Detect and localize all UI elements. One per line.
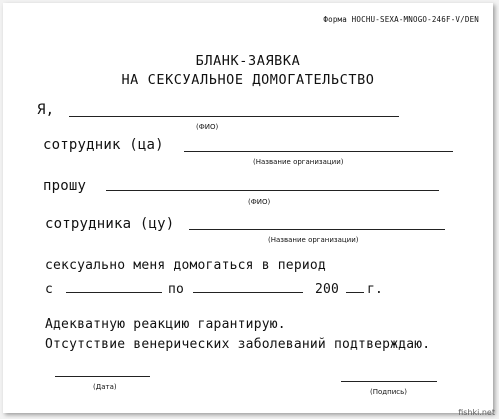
employee-label: сотрудник (ца) bbox=[43, 137, 164, 153]
i-label: Я, bbox=[37, 102, 55, 118]
full-name-caption: (ФИО) bbox=[196, 123, 219, 131]
application-form-sheet bbox=[3, 3, 493, 413]
signature-caption: (Подпись) bbox=[370, 388, 407, 396]
form-title: БЛАНК-ЗАЯВКА bbox=[195, 53, 301, 69]
year-suffix: г. bbox=[367, 282, 384, 297]
target-name-field[interactable] bbox=[106, 190, 439, 191]
employee-organization-caption: (Название организации) bbox=[253, 158, 344, 166]
date-caption: (Дата) bbox=[93, 383, 117, 391]
target-employee-label: сотрудника (цу) bbox=[45, 216, 175, 232]
period-text: сексуально меня домогаться в период bbox=[45, 258, 326, 273]
form-subtitle: НА СЕКСУАЛЬНОЕ ДОМОГАТЕЛЬСТВО bbox=[121, 72, 375, 88]
year-prefix: 200 bbox=[315, 282, 340, 297]
target-organization-field[interactable] bbox=[189, 229, 445, 230]
year-field[interactable] bbox=[346, 292, 364, 293]
guarantee-statement: Адекватную реакцию гарантирую. bbox=[45, 317, 286, 332]
target-name-caption: (ФИО) bbox=[248, 198, 271, 206]
ask-label: прошу bbox=[43, 178, 87, 194]
full-name-field[interactable] bbox=[69, 116, 399, 117]
health-statement: Отсутствие венерических заболеваний подтверждаю. bbox=[45, 337, 431, 352]
period-to-field[interactable] bbox=[193, 292, 303, 293]
signature-field[interactable] bbox=[341, 381, 437, 382]
target-organization-caption: (Название организации) bbox=[268, 236, 359, 244]
period-to-label: по bbox=[168, 282, 185, 297]
form-code: Форма HOCHU-SEXA-MNOGO-246F-V/DEN bbox=[323, 15, 479, 24]
period-from-label: с bbox=[45, 282, 54, 297]
date-field[interactable] bbox=[55, 376, 150, 377]
watermark-text: fishki.net bbox=[458, 408, 495, 417]
employee-organization-field[interactable] bbox=[184, 151, 453, 152]
period-from-field[interactable] bbox=[66, 292, 162, 293]
